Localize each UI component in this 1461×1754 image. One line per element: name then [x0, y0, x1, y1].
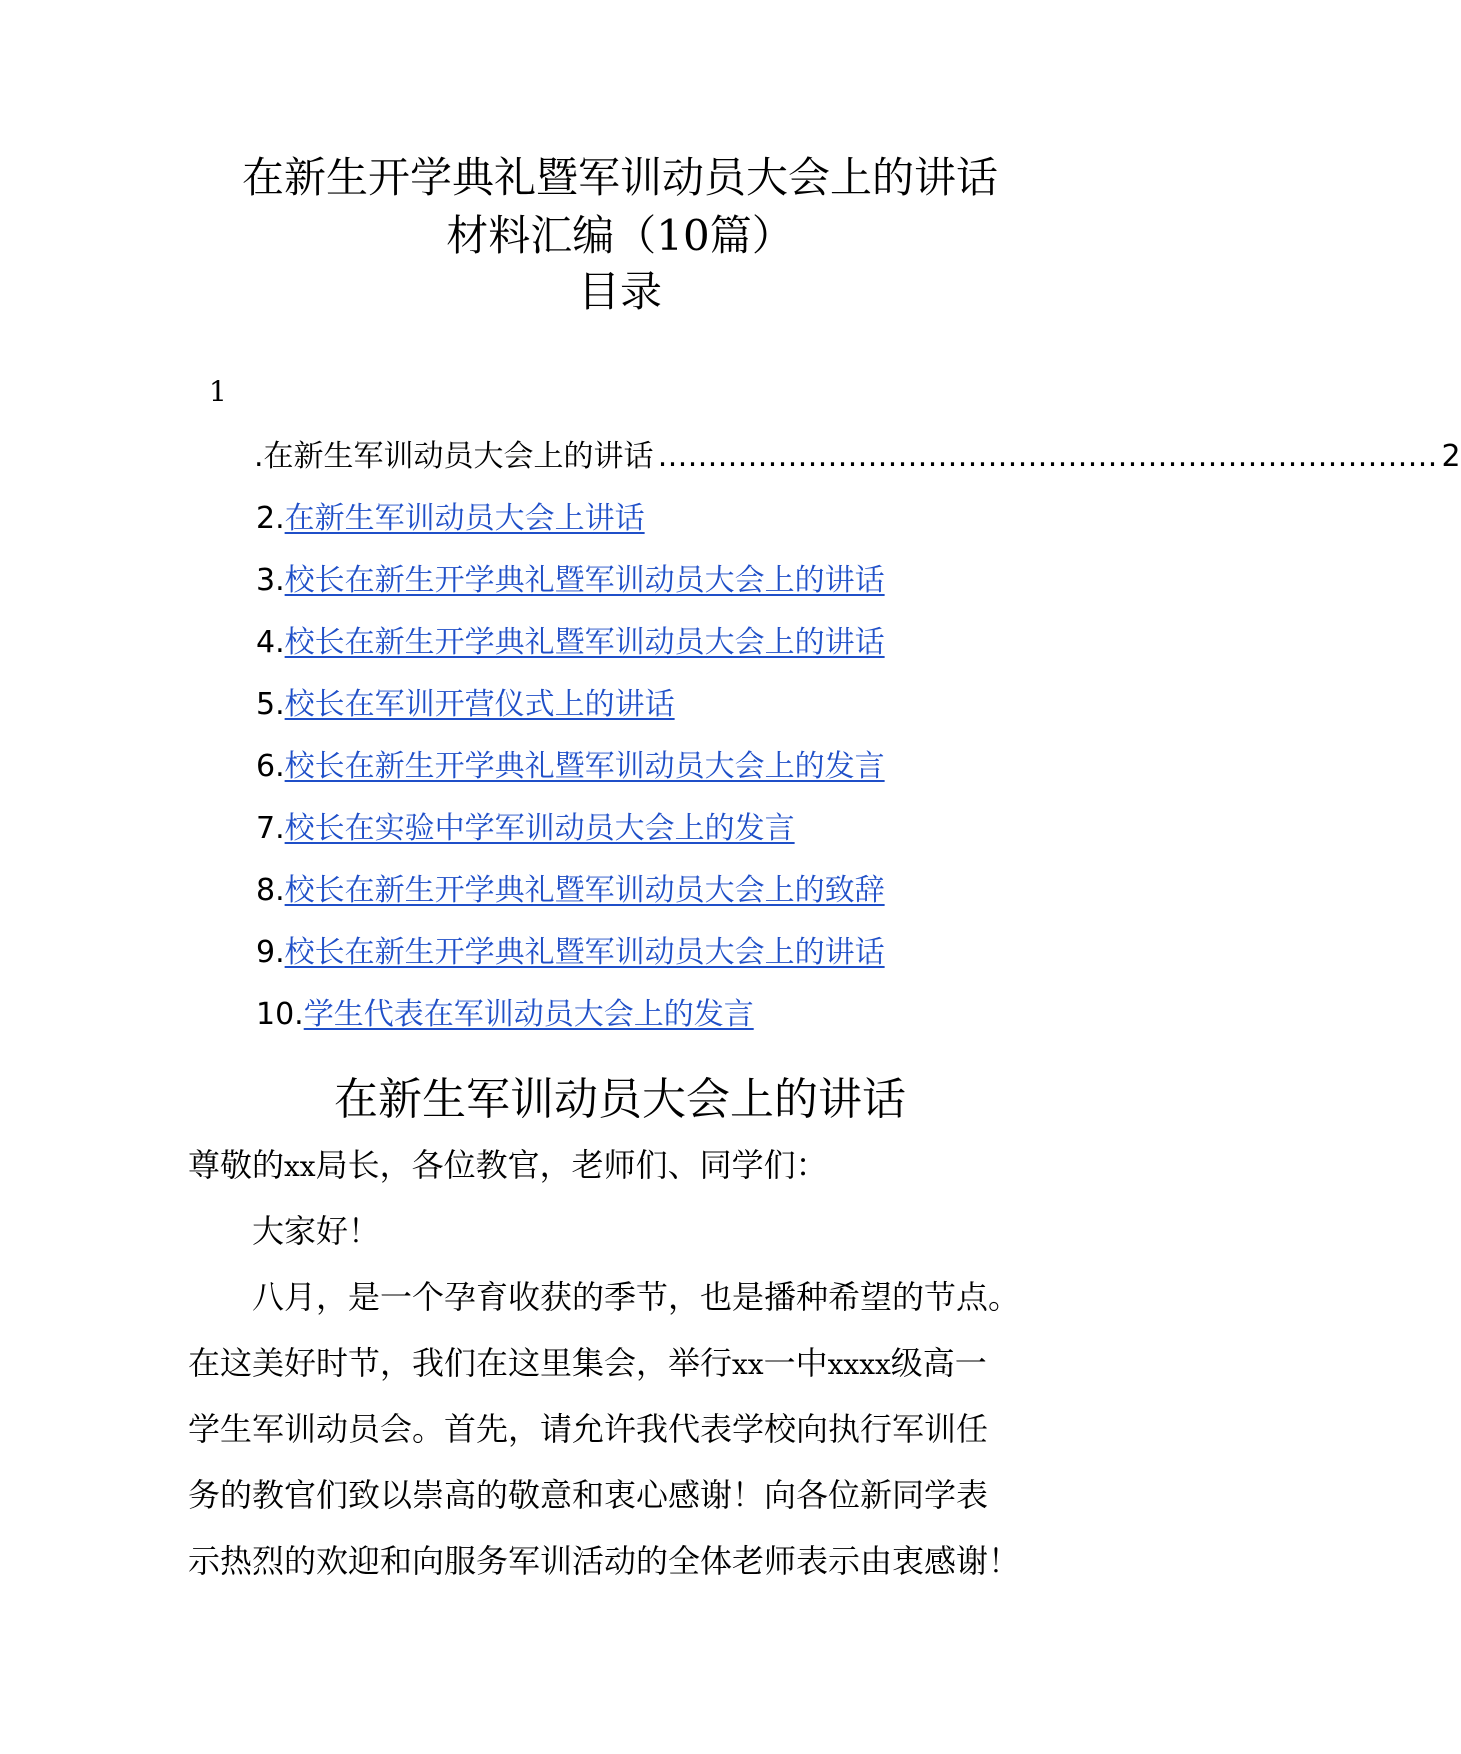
- toc-entry-1-page: 2: [1441, 439, 1461, 474]
- toc-entry-link[interactable]: 校长在实验中学军训动员大会上的发言: [284, 811, 795, 846]
- toc-entry-7: [256, 806, 795, 852]
- toc-entry-link[interactable]: 校长在新生开学典礼暨军训动员大会上的讲话: [284, 935, 885, 970]
- toc-marker: 1: [209, 375, 227, 408]
- salutation-part: 尊敬的: [188, 1146, 285, 1184]
- toc-entry-link[interactable]: 校长在新生开学典礼暨军训动员大会上的致辞: [284, 873, 885, 908]
- toc-entry-1[interactable]: [254, 434, 1461, 480]
- speech-paragraph-line: 学生军训动员会。首先，请允许我代表学校向执行军训任: [188, 1410, 989, 1448]
- title-line-2-number: 10: [656, 211, 710, 260]
- toc-entry-10: [256, 992, 754, 1038]
- speech-salutation: [188, 1140, 1068, 1192]
- toc-entry-number: 4.: [256, 625, 285, 660]
- toc-entry-link[interactable]: 校长在新生开学典礼暨军训动员大会上的讲话: [284, 563, 885, 598]
- speech-greeting: 大家好！: [252, 1212, 381, 1250]
- toc-entry-link[interactable]: 在新生军训动员大会上讲话: [284, 501, 645, 536]
- toc-entry-3: [256, 558, 885, 604]
- toc-entry-6: [256, 744, 885, 790]
- paragraph-part: 一中: [763, 1344, 828, 1382]
- paragraph-placeholder: xx: [732, 1348, 764, 1381]
- toc-entry-number: 7.: [256, 811, 285, 846]
- title-line-2-suffix: 篇）: [709, 211, 794, 260]
- speech-heading: 在新生军训动员大会上的讲话: [334, 1074, 906, 1125]
- document-title-line-1: 在新生开学典礼暨军训动员大会上的讲话: [241, 153, 998, 202]
- salutation-part: 局长，各位教官，老师们、同学们：: [315, 1146, 828, 1184]
- toc-entry-number: 9.: [256, 935, 285, 970]
- toc-entry-2: [256, 496, 645, 542]
- toc-entry-link[interactable]: 学生代表在军训动员大会上的发言: [303, 997, 754, 1032]
- paragraph-part: 级高一: [890, 1344, 987, 1382]
- toc-entry-number: 6.: [256, 749, 285, 784]
- document-title-line-2: [0, 206, 1240, 266]
- paragraph-placeholder: xxxx: [827, 1348, 891, 1381]
- toc-entry-number: 3.: [256, 563, 285, 598]
- toc-entry-number: 2.: [256, 501, 285, 536]
- toc-entry-1-leader: ……………………………………………………………………: [657, 439, 1438, 474]
- toc-entry-number: 10.: [256, 997, 304, 1032]
- speech-paragraph-line: 示热烈的欢迎和向服务军训活动的全体老师表示由衷感谢！: [188, 1542, 1021, 1580]
- toc-heading: 目录: [577, 267, 662, 316]
- speech-paragraph-line: [188, 1338, 1068, 1390]
- toc-entry-link[interactable]: 校长在新生开学典礼暨军训动员大会上的讲话: [284, 625, 885, 660]
- toc-entry-link[interactable]: 校长在军训开营仪式上的讲话: [284, 687, 675, 722]
- toc-entry-9: [256, 930, 885, 976]
- toc-entry-number: 8.: [256, 873, 285, 908]
- toc-entry-4: [256, 620, 885, 666]
- toc-entry-5: [256, 682, 675, 728]
- toc-entry-1-label: .在新生军训动员大会上的讲话: [254, 439, 654, 474]
- toc-entry-number: 5.: [256, 687, 285, 722]
- paragraph-part: 在这美好时节，我们在这里集会，举行: [188, 1344, 733, 1382]
- speech-paragraph-line: 务的教官们致以崇高的敬意和衷心感谢！向各位新同学表: [188, 1476, 989, 1514]
- toc-entry-8: [256, 868, 885, 914]
- salutation-placeholder: xx: [284, 1150, 316, 1183]
- title-line-2-prefix: 材料汇编（: [446, 211, 657, 260]
- toc-entry-link[interactable]: 校长在新生开学典礼暨军训动员大会上的发言: [284, 749, 885, 784]
- speech-paragraph-line: 八月，是一个孕育收获的季节，也是播种希望的节点。: [252, 1278, 1021, 1316]
